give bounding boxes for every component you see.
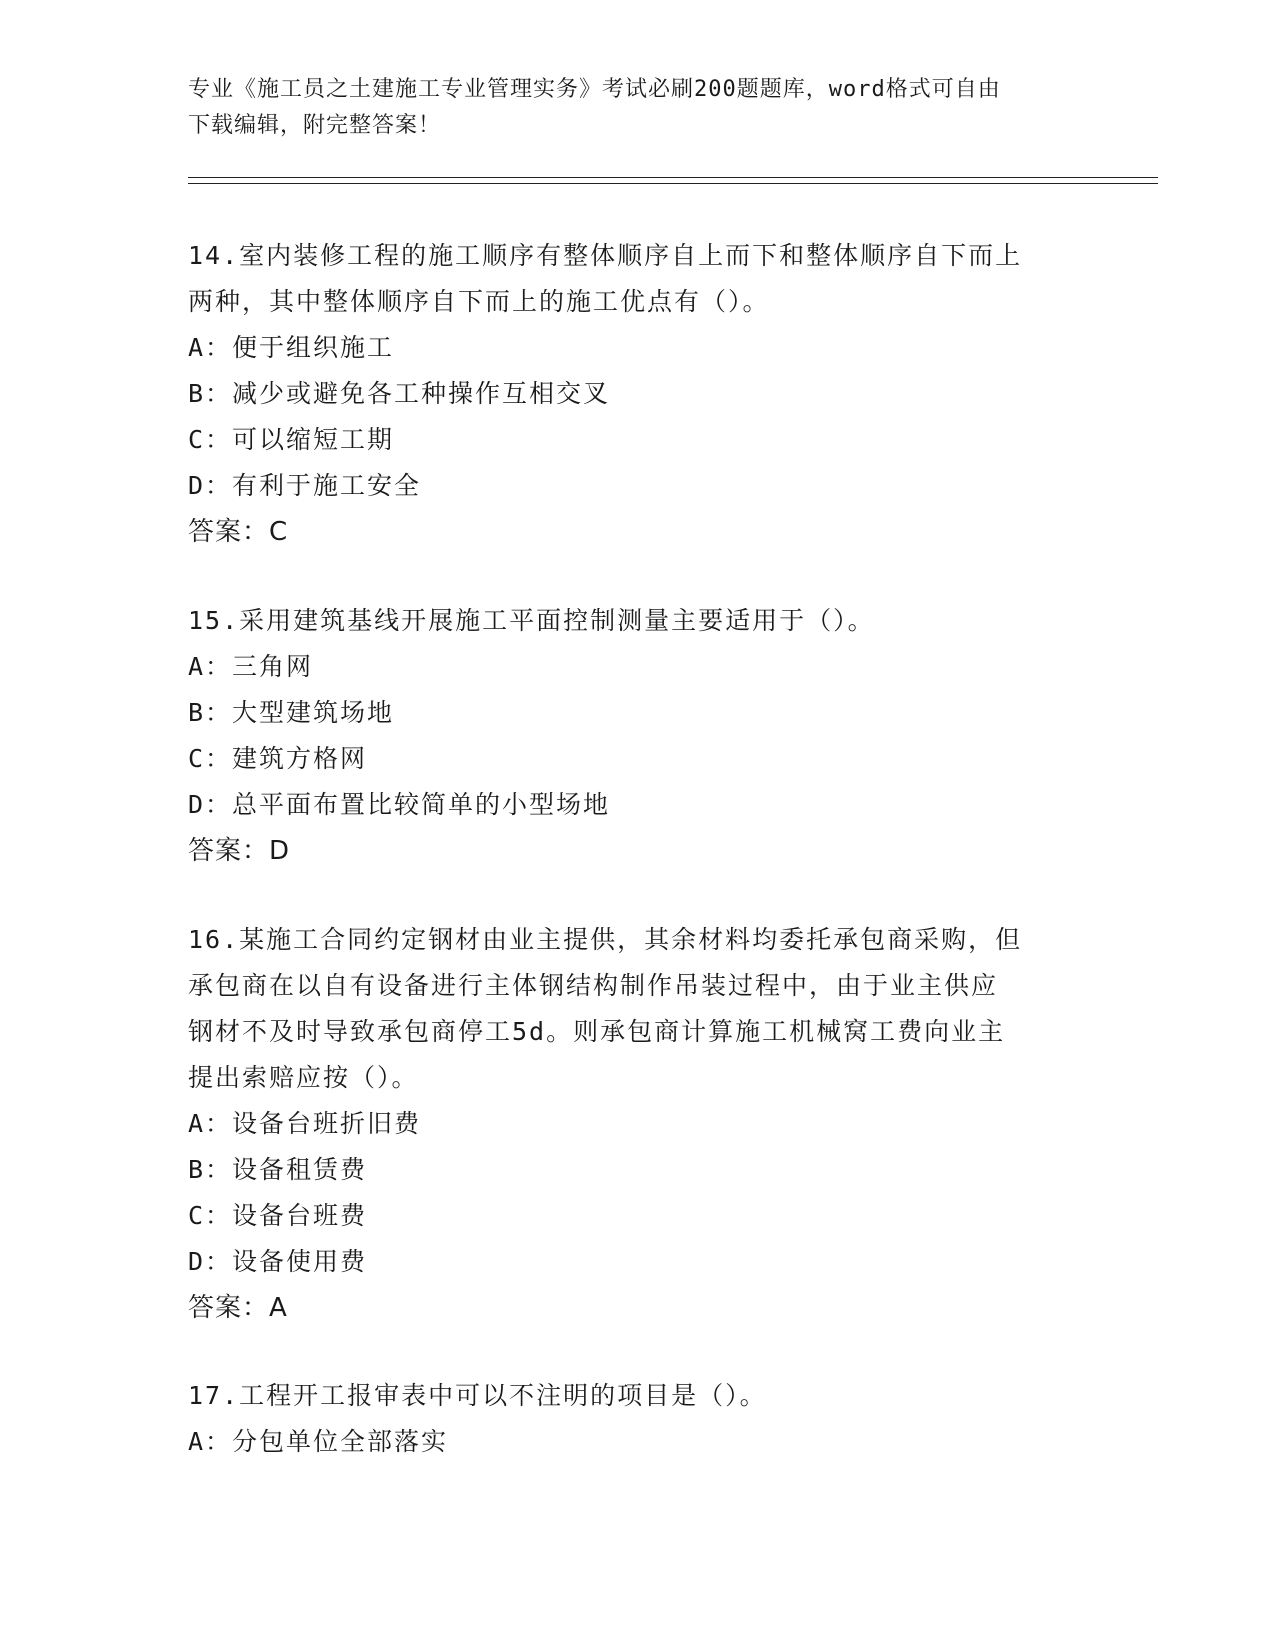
option-a: A：设备台班折旧费 — [188, 1109, 422, 1138]
option-b: B：减少或避免各工种操作互相交叉 — [188, 379, 611, 408]
answer: 答案：C — [188, 517, 289, 547]
question-14 — [188, 233, 1088, 555]
option-a: A：分包单位全部落实 — [188, 1427, 449, 1456]
question-stem-line: 15.采用建筑基线开展施工平面控制测量主要适用于（）。 — [188, 606, 875, 635]
option-a: A：三角网 — [188, 652, 314, 681]
question-16 — [188, 917, 1088, 1331]
header-line-1: 专业《施工员之土建施工专业管理实务》考试必刷200题题库，word格式可自由 — [188, 77, 1001, 102]
document-header — [188, 72, 1088, 144]
option-d: D：总平面布置比较简单的小型场地 — [188, 790, 611, 819]
question-stem-line: 钢材不及时导致承包商停工5d。则承包商计算施工机械窝工费向业主 — [188, 1017, 1006, 1046]
question-stem-line: 14.室内装修工程的施工顺序有整体顺序自上而下和整体顺序自下而上 — [188, 241, 1023, 270]
question-stem-line: 承包商在以自有设备进行主体钢结构制作吊装过程中，由于业主供应 — [188, 971, 999, 1000]
question-stem-line: 提出索赔应按（）。 — [188, 1063, 419, 1092]
answer: 答案：A — [188, 1293, 288, 1323]
option-d: D：有利于施工安全 — [188, 471, 422, 500]
option-d: D：设备使用费 — [188, 1247, 368, 1276]
option-b: B：设备租赁费 — [188, 1155, 368, 1184]
question-stem-line: 两种，其中整体顺序自下而上的施工优点有（）。 — [188, 287, 770, 316]
question-15 — [188, 598, 1088, 874]
header-line-2: 下载编辑，附完整答案！ — [188, 113, 442, 138]
option-c: C：设备台班费 — [188, 1201, 368, 1230]
answer: 答案：D — [188, 836, 291, 866]
header-divider-bottom — [188, 183, 1158, 184]
question-17 — [188, 1373, 1088, 1465]
option-b: B：大型建筑场地 — [188, 698, 395, 727]
option-c: C：可以缩短工期 — [188, 425, 395, 454]
question-stem-line: 17.工程开工报审表中可以不注明的项目是（）。 — [188, 1381, 767, 1410]
question-stem-line: 16.某施工合同约定钢材由业主提供，其余材料均委托承包商采购，但 — [188, 925, 1023, 954]
header-divider-top — [188, 177, 1158, 178]
option-a: A：便于组织施工 — [188, 333, 395, 362]
option-c: C：建筑方格网 — [188, 744, 368, 773]
